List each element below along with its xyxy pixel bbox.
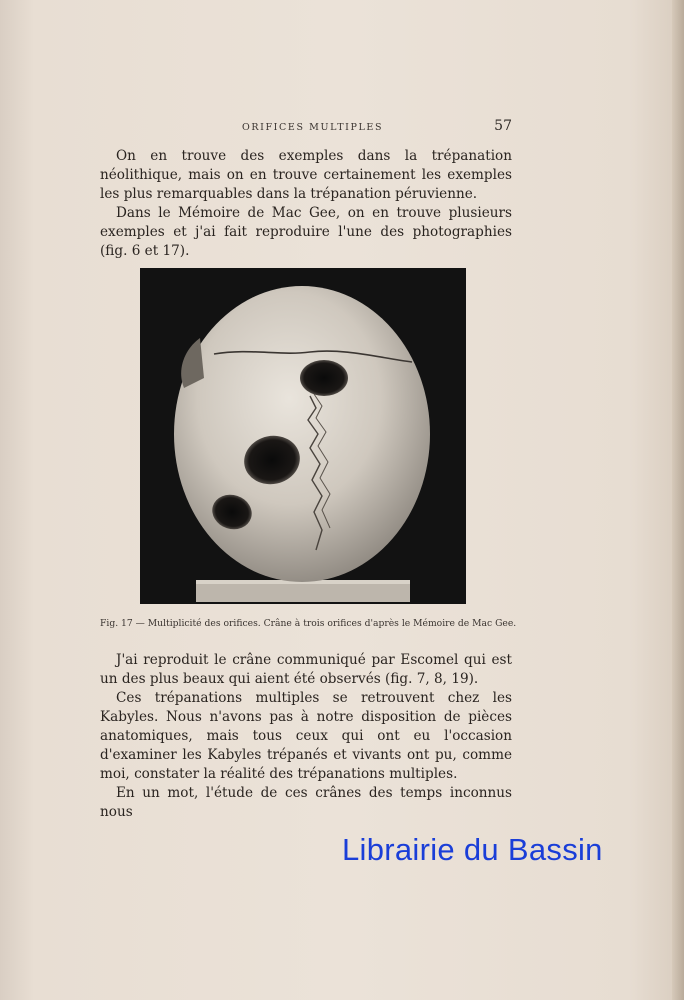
- running-head: ORIFICES MULTIPLES: [242, 122, 384, 133]
- paragraph-1: [100, 147, 512, 204]
- skull-photograph: [140, 268, 466, 604]
- bookseller-watermark: Librairie du Bassin: [342, 832, 603, 867]
- paragraph-4-text: Ces trépanations multiples se retrouvent chez les Kabyles. Nous n'avons pas à notre disposition de pièces anatomiques, mais tous ceux qui ont eu l'occasion d'examiner les Kabyles trépanés et vivants ont pu, comme moi, constater la réalité des trépanations multiples.: [100, 690, 512, 782]
- paragraph-5: [100, 784, 512, 822]
- paragraph-3-text: J'ai reproduit le crâne communiqué par Escomel qui est un des plus beaux qui aient été observés (fig. 7, 8, 19).: [100, 652, 512, 687]
- page-header: [100, 118, 512, 138]
- figure-caption: Fig. 17 — Multiplicité des orifices. Crâne à trois orifices d'après le Mémoire de Mac Gee.: [100, 618, 517, 629]
- page-number: 57: [494, 118, 512, 134]
- page-edge: [672, 0, 684, 1000]
- paragraph-2-text: Dans le Mémoire de Mac Gee, on en trouve plusieurs exemples et j'ai fait reproduire l'une des photographies (fig. 6 et 17).: [100, 205, 512, 259]
- paragraph-5-text: En un mot, l'étude de ces crânes des temps inconnus nous: [100, 785, 512, 820]
- paragraph-1-text: On en trouve des exemples dans la trépanation néolithique, mais on en trouve certainement les exemples les plus remarquables dans la trépanation péruvienne.: [100, 148, 512, 202]
- paragraph-3: [100, 651, 512, 689]
- paragraph-4: [100, 689, 512, 784]
- skull-image: [140, 268, 466, 604]
- paragraph-2: [100, 204, 512, 261]
